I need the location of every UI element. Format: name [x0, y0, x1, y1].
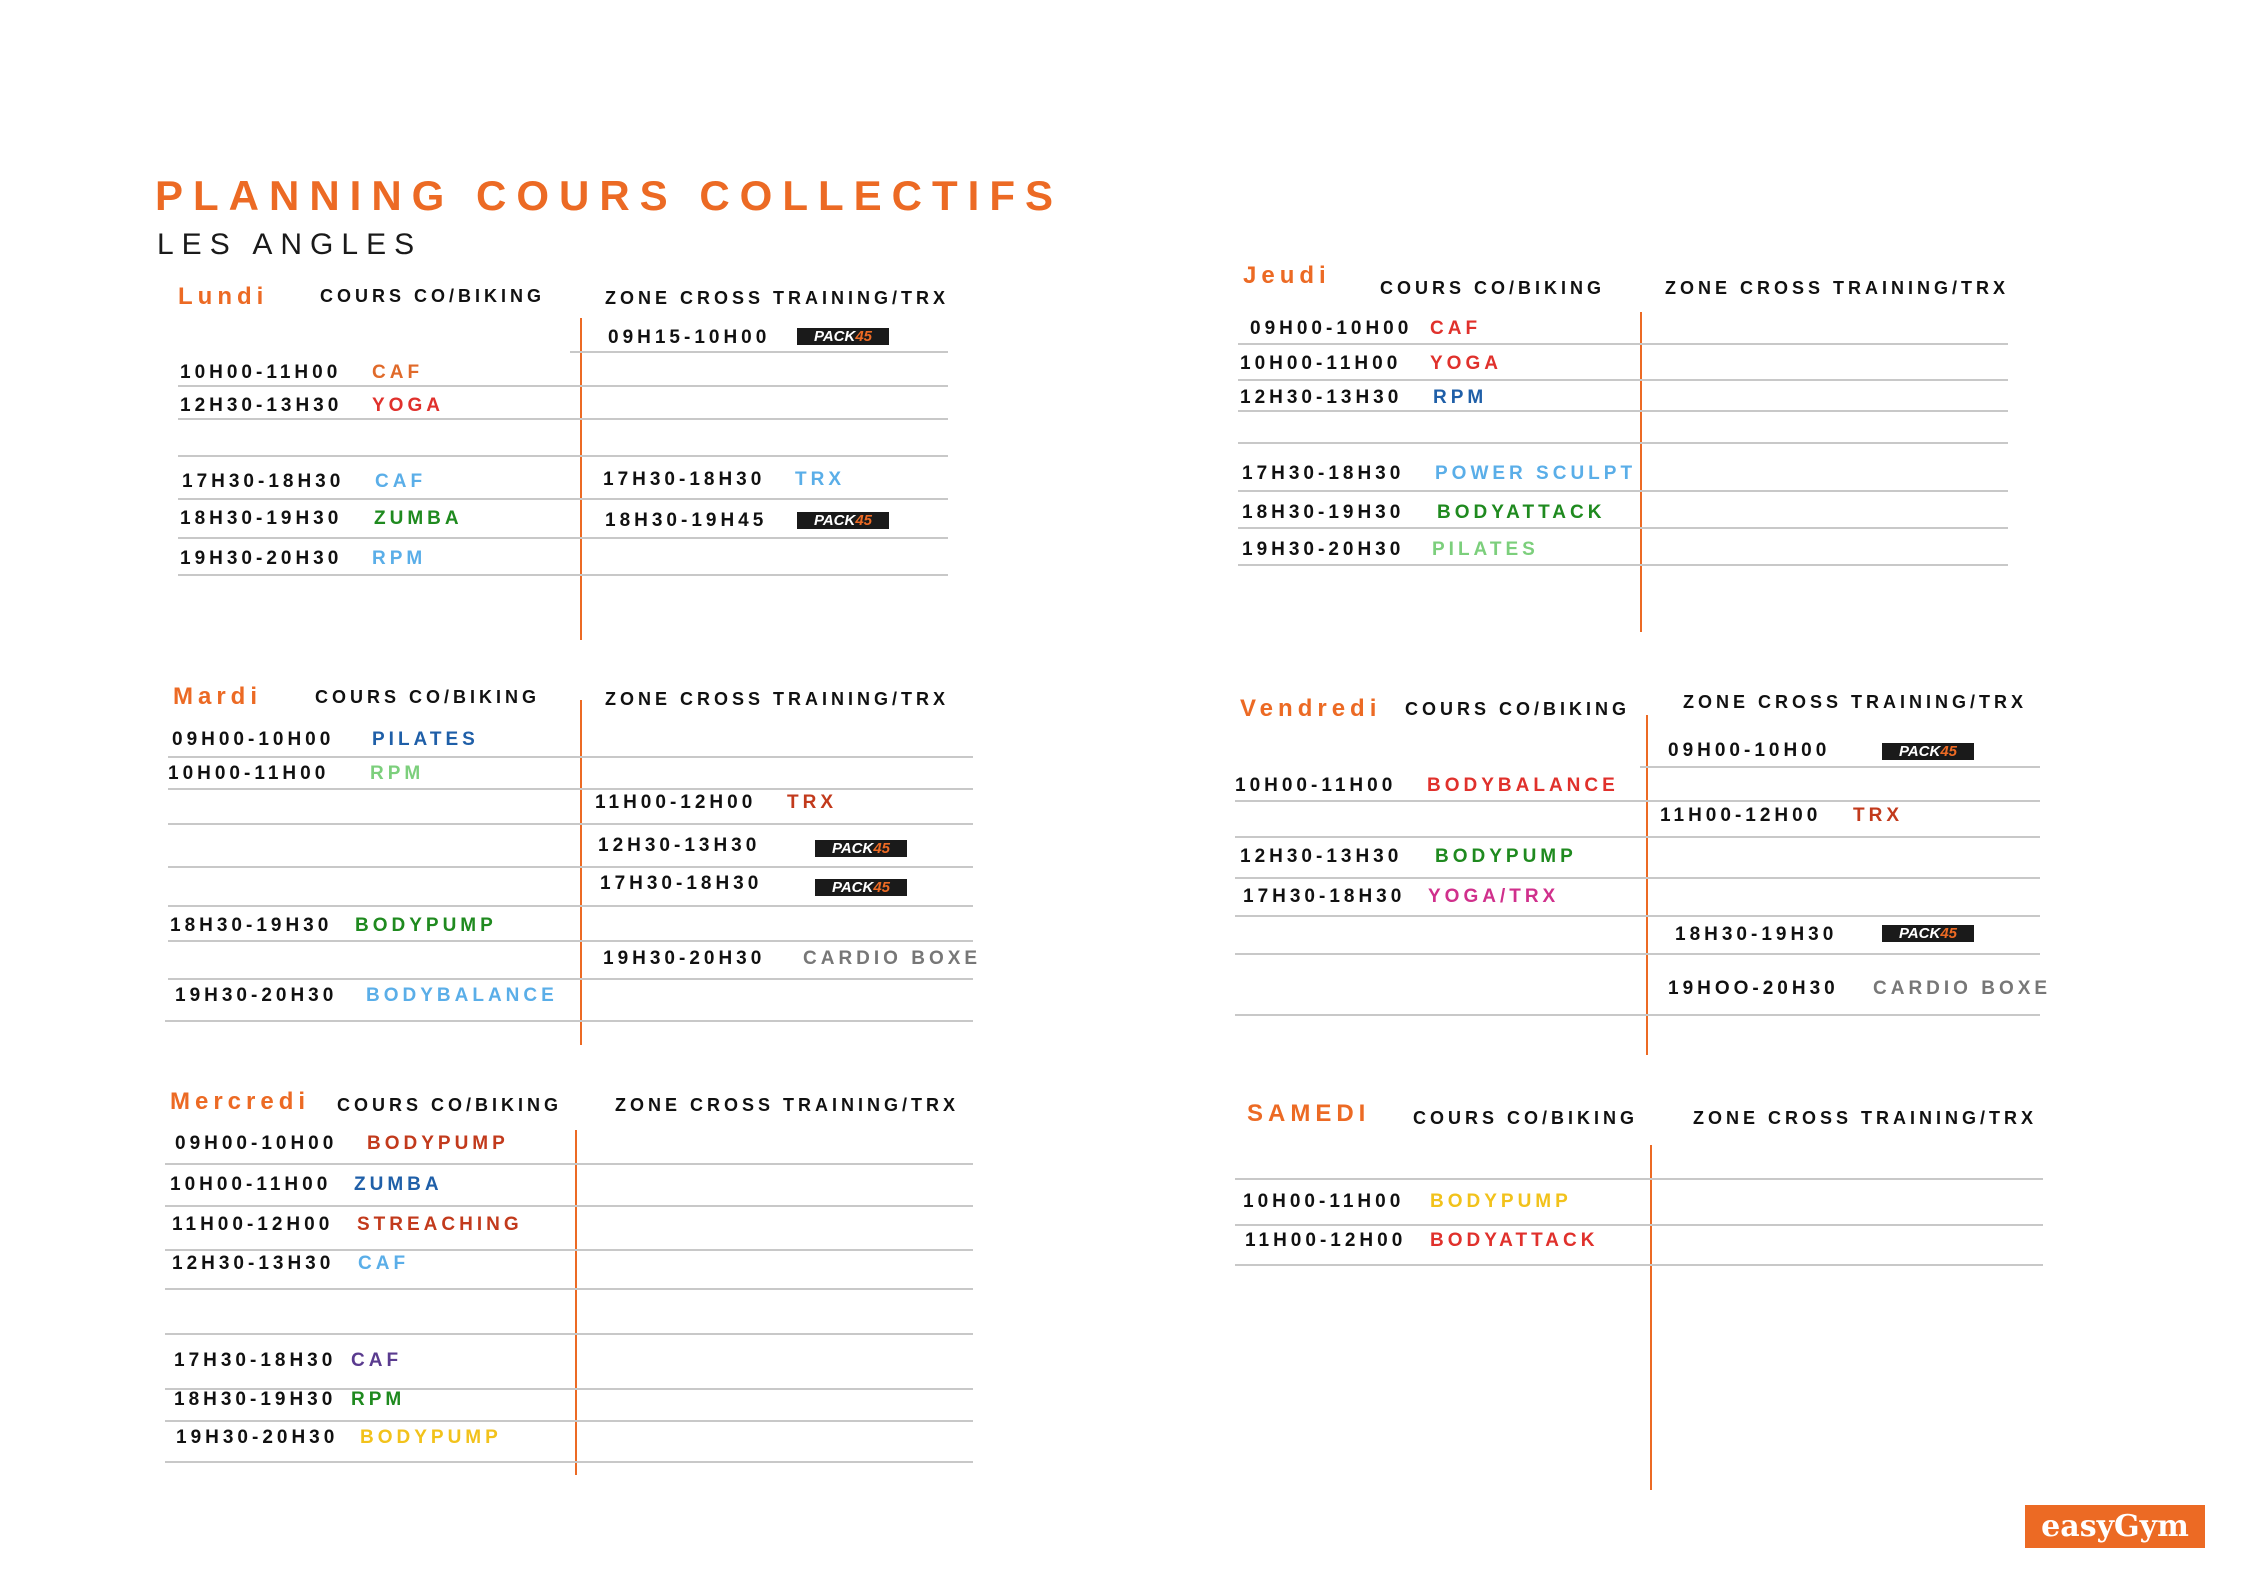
time-slot: 12H30-13H30: [1240, 387, 1403, 408]
row-rule: [1235, 953, 2040, 955]
page-subtitle: LES ANGLES: [157, 228, 423, 261]
page-title: PLANNING COURS COLLECTIFS: [155, 172, 1063, 219]
row-rule: [168, 866, 973, 868]
time-slot: 09H00-10H00: [1250, 318, 1413, 339]
column-divider: [580, 318, 582, 640]
col-header-co: COURS CO/BIKING: [320, 286, 546, 306]
time-slot: 09H15-10H00: [608, 327, 771, 348]
row-rule: [178, 574, 948, 576]
row-rule: [1238, 379, 2008, 381]
column-divider: [575, 1130, 577, 1475]
time-slot: 10H00-11H00: [1235, 775, 1397, 796]
col-header-zone: ZONE CROSS TRAINING/TRX: [1665, 278, 2010, 298]
class-name: YOGA/TRX: [1428, 886, 1560, 907]
row-rule: [1235, 836, 2040, 838]
row-rule: [1235, 877, 2040, 879]
pack45-badge: PACK45: [815, 840, 907, 857]
class-name: PILATES: [1432, 539, 1539, 560]
time-slot: 11H00-12H00: [595, 792, 757, 813]
time-slot: 11H00-12H00: [1660, 805, 1822, 826]
day-title: Vendredi: [1240, 695, 1382, 722]
col-header-co: COURS CO/BIKING: [1380, 278, 1606, 298]
col-header-zone: ZONE CROSS TRAINING/TRX: [1683, 692, 2028, 712]
time-slot: 17H30-18H30: [174, 1350, 337, 1371]
day-title: Mardi: [173, 683, 263, 710]
time-slot: 19HOO-20H30: [1668, 978, 1839, 999]
class-name: CAF: [372, 362, 424, 383]
row-rule: [1238, 442, 2008, 444]
time-slot: 18H30-19H30: [1675, 924, 1838, 945]
row-rule: [165, 1288, 973, 1290]
time-slot: 17H30-18H30: [1242, 463, 1405, 484]
pack45-badge: PACK45: [797, 512, 889, 529]
col-header-co: COURS CO/BIKING: [1413, 1108, 1639, 1128]
time-slot: 10H00-11H00: [170, 1174, 332, 1195]
time-slot: 10H00-11H00: [168, 763, 330, 784]
col-header-zone: ZONE CROSS TRAINING/TRX: [605, 689, 950, 709]
row-rule: [178, 537, 948, 539]
row-rule: [178, 385, 948, 387]
class-name: BODYPUMP: [360, 1427, 502, 1448]
class-name: BODYPUMP: [355, 915, 497, 936]
row-rule: [178, 455, 948, 457]
row-rule: [165, 1461, 973, 1463]
class-name: BODYATTACK: [1437, 502, 1606, 523]
time-slot: 11H00-12H00: [172, 1214, 334, 1235]
row-rule: [1235, 1224, 2043, 1226]
row-rule: [165, 1020, 973, 1022]
time-slot: 09H00-10H00: [175, 1133, 338, 1154]
row-rule: [168, 940, 973, 942]
day-title: Lundi: [178, 283, 269, 310]
pack45-badge: PACK45: [1882, 743, 1974, 760]
row-rule: [178, 498, 948, 500]
col-header-zone: ZONE CROSS TRAINING/TRX: [605, 288, 950, 308]
column-divider: [580, 700, 582, 1045]
class-name: BODYPUMP: [1430, 1191, 1572, 1212]
pack45-badge: PACK45: [797, 328, 889, 345]
class-name: ZUMBA: [374, 508, 463, 529]
row-rule: [570, 351, 948, 353]
row-rule: [168, 788, 973, 790]
row-rule: [168, 823, 973, 825]
time-slot: 19H30-20H30: [603, 948, 766, 969]
class-name: ZUMBA: [354, 1174, 443, 1195]
time-slot: 17H30-18H30: [603, 469, 766, 490]
row-rule: [1235, 915, 2040, 917]
class-name: CAF: [358, 1253, 410, 1274]
row-rule: [178, 418, 948, 420]
class-name: RPM: [1433, 387, 1488, 408]
col-header-zone: ZONE CROSS TRAINING/TRX: [615, 1095, 960, 1115]
class-name: YOGA: [372, 395, 444, 416]
time-slot: 17H30-18H30: [1243, 886, 1406, 907]
row-rule: [168, 905, 973, 907]
row-rule: [165, 1333, 973, 1335]
class-name: RPM: [351, 1389, 406, 1410]
row-rule: [165, 1420, 973, 1422]
time-slot: 10H00-11H00: [1240, 353, 1402, 374]
class-name: CAF: [1430, 318, 1482, 339]
time-slot: 09H00-10H00: [172, 729, 335, 750]
day-title: Jeudi: [1243, 262, 1331, 289]
time-slot: 18H30-19H45: [605, 510, 768, 531]
time-slot: 10H00-11H00: [180, 362, 342, 383]
row-rule: [1238, 410, 2008, 412]
time-slot: 09H00-10H00: [1668, 740, 1831, 761]
time-slot: 17H30-18H30: [600, 873, 763, 894]
class-name: CAF: [375, 471, 427, 492]
pack45-badge: PACK45: [815, 879, 907, 896]
class-name: PILATES: [372, 729, 479, 750]
time-slot: 19H30-20H30: [175, 985, 338, 1006]
time-slot: 17H30-18H30: [182, 471, 345, 492]
time-slot: 19H30-20H30: [180, 548, 343, 569]
class-name: YOGA: [1430, 353, 1502, 374]
time-slot: 10H00-11H00: [1243, 1191, 1405, 1212]
time-slot: 12H30-13H30: [598, 835, 761, 856]
day-title: Mercredi: [170, 1088, 311, 1115]
row-rule: [168, 756, 973, 758]
row-rule: [1235, 1264, 2043, 1266]
row-rule: [165, 1205, 973, 1207]
row-rule: [165, 1249, 973, 1251]
col-header-zone: ZONE CROSS TRAINING/TRX: [1693, 1108, 2038, 1128]
row-rule: [1238, 527, 2008, 529]
time-slot: 18H30-19H30: [180, 508, 343, 529]
time-slot: 12H30-13H30: [1240, 846, 1403, 867]
col-header-co: COURS CO/BIKING: [337, 1095, 563, 1115]
row-rule: [1238, 564, 2008, 566]
time-slot: 19H30-20H30: [176, 1427, 339, 1448]
time-slot: 12H30-13H30: [172, 1253, 335, 1274]
class-name: RPM: [370, 763, 425, 784]
class-name: POWER SCULPT: [1435, 463, 1637, 484]
class-name: BODYPUMP: [1435, 846, 1577, 867]
time-slot: 18H30-19H30: [174, 1389, 337, 1410]
pack45-badge: PACK45: [1882, 925, 1974, 942]
row-rule: [168, 978, 973, 980]
class-name: CARDIO BOXE: [1873, 978, 2052, 999]
class-name: TRX: [795, 469, 845, 490]
class-name: CARDIO BOXE: [803, 948, 982, 969]
class-name: CAF: [351, 1350, 403, 1371]
class-name: BODYATTACK: [1430, 1230, 1599, 1251]
column-divider: [1640, 312, 1642, 632]
time-slot: 11H00-12H00: [1245, 1230, 1407, 1251]
class-name: BODYBALANCE: [1427, 775, 1619, 796]
class-name: TRX: [1853, 805, 1903, 826]
row-rule: [1640, 766, 2040, 768]
class-name: RPM: [372, 548, 427, 569]
col-header-co: COURS CO/BIKING: [1405, 699, 1631, 719]
row-rule: [165, 1163, 973, 1165]
class-name: BODYBALANCE: [366, 985, 558, 1006]
col-header-co: COURS CO/BIKING: [315, 687, 541, 707]
time-slot: 12H30-13H30: [180, 395, 343, 416]
row-rule: [1238, 343, 2008, 345]
row-rule: [1235, 1178, 2043, 1180]
row-rule: [1238, 490, 2008, 492]
row-rule: [1235, 800, 2040, 802]
column-divider: [1650, 1145, 1652, 1490]
row-rule: [1235, 1014, 2040, 1016]
time-slot: 19H30-20H30: [1242, 539, 1405, 560]
class-name: TRX: [787, 792, 837, 813]
easygym-logo: easyGym: [2025, 1505, 2205, 1548]
day-title: SAMEDI: [1247, 1100, 1371, 1127]
class-name: STREACHING: [357, 1214, 523, 1235]
time-slot: 18H30-19H30: [1242, 502, 1405, 523]
class-name: BODYPUMP: [367, 1133, 509, 1154]
time-slot: 18H30-19H30: [170, 915, 333, 936]
